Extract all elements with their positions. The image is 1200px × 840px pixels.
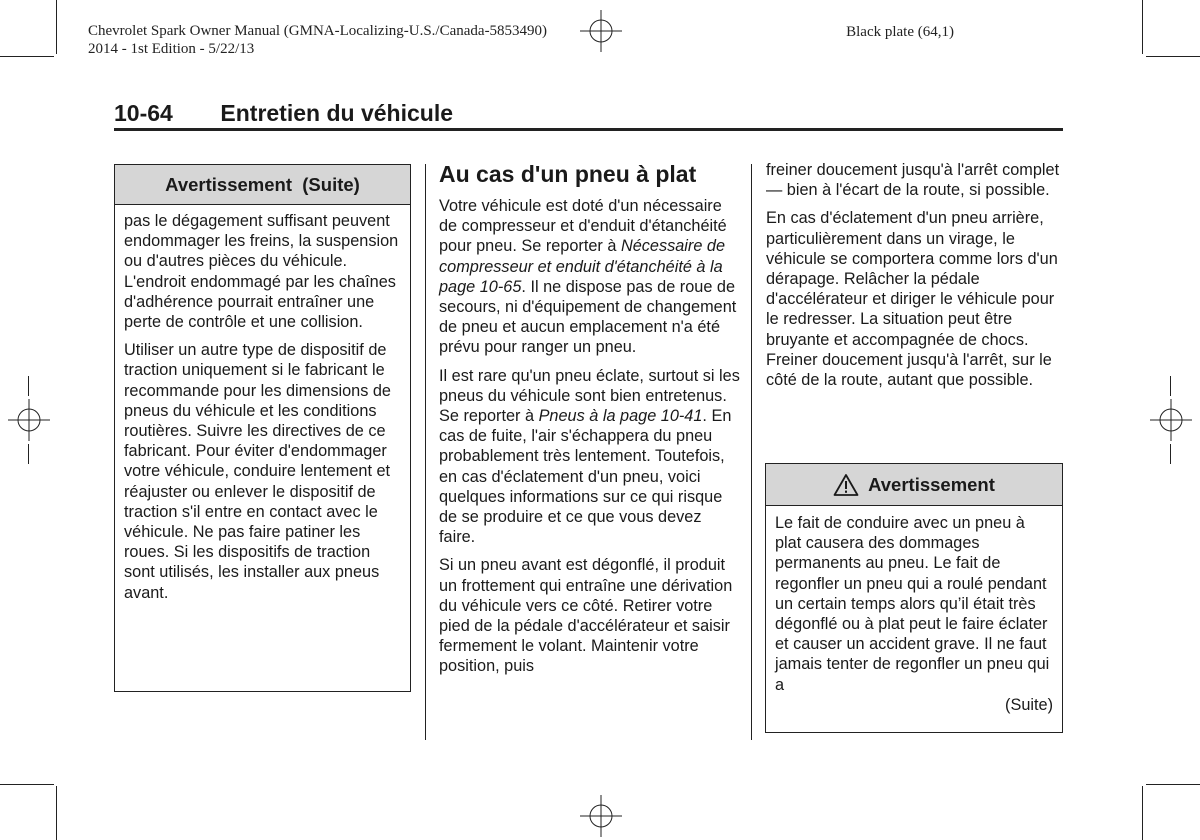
side-tick — [28, 376, 29, 396]
cross-reference-link[interactable]: Pneus à la page 10-41 — [538, 407, 703, 426]
warning-body — [766, 506, 1062, 715]
paragraph-text: Votre véhicule est doté d'un nécessaire de compresseur et d'enduit d'étanchéité pour pneu. Se reporter à — [439, 197, 727, 256]
warning-heading-text: Avertissement — [868, 473, 995, 495]
warning-heading — [766, 464, 1062, 506]
crop-mark — [56, 0, 57, 54]
warning-triangle-icon — [833, 473, 859, 497]
column-divider — [751, 164, 752, 740]
page-number: 10-64 — [114, 100, 173, 126]
body-paragraph: En cas d'éclatement d'un pneu arrière, particulièrement dans un virage, le véhicule se comportera comme lors d'un dérapage. Relâcher la pédale d'accélérateur et diriger le véhicule pour le redresser. La situation peut être bruyante et accompagnée de chocs. Freiner doucement jusqu'à l'arrêt, sur le côté de la route, autant que possible. — [766, 209, 1058, 390]
crop-mark — [0, 56, 54, 57]
crop-mark — [1146, 784, 1200, 785]
body-paragraph — [439, 366, 741, 548]
warning-paragraph: Le fait de conduire avec un pneu à plat causera des dommages permanents au pneu. Le fait de regonfler un pneu qui a roulé pendant un certain temps alors qu’il était très dégonflé ou à plat peut le faire éclater et causer un accident grave. Il ne faut jamais tenter de regonfler un pneu qui a — [775, 514, 1050, 694]
crop-mark — [0, 784, 54, 785]
print-meta-line2: 2014 - 1st Edition - 5/22/13 — [88, 41, 255, 57]
column-divider — [425, 164, 426, 740]
registration-mark-top — [578, 8, 624, 54]
cross-reference-link[interactable]: Nécessaire de compresseur et enduit d'étanchéité à la page 10-65 — [439, 237, 726, 296]
warning-heading-text: Avertissement (Suite) — [165, 174, 360, 195]
middle-column — [439, 160, 741, 677]
continued-label: (Suite) — [1005, 695, 1053, 714]
print-meta-line1: Chevrolet Spark Owner Manual (GMNA-Localizing-U.S./Canada-5853490) — [88, 23, 548, 39]
warning-box — [765, 463, 1063, 733]
paragraph-text: . Il ne dispose pas de roue de secours, ni d'équipement de changement de pneu et aucun emplacement n'a été prévu pour ranger un pneu. — [439, 277, 737, 357]
warning-body — [115, 205, 410, 603]
chapter-header — [114, 100, 453, 127]
body-paragraph — [439, 196, 741, 358]
crop-mark — [1142, 786, 1143, 840]
registration-mark-bottom — [578, 793, 624, 839]
crop-mark — [1142, 0, 1143, 54]
paragraph-text: Il est rare qu'un pneu éclate, surtout si les pneus du véhicule sont bien entretenus. Se reporter à — [439, 366, 740, 426]
side-tick — [1170, 376, 1171, 396]
registration-mark-right — [1148, 397, 1194, 443]
plate-label: Black plate (64,1) — [846, 24, 954, 40]
warning-box-continued — [114, 164, 411, 692]
body-paragraph: freiner doucement jusqu'à l'arrêt complet — bien à l'écart de la route, si possible. — [766, 161, 1060, 200]
body-paragraph: Si un pneu avant est dégonflé, il produit un frottement qui entraîne une dérivation du véhicule vers ce côté. Retirer votre pied de la pédale d'accélérateur et saisir fermement le volant. Maintenir votre position, puis — [439, 556, 733, 676]
print-metadata — [88, 22, 547, 58]
paragraph-text: . En cas de fuite, l'air s'échappera du pneu probablement très lentement. Toutefois, en cas d'éclatement d'un pneu, voici quelques informations sur ce qui risque de se produire et ce que vous devez faire. — [439, 407, 732, 547]
right-column — [766, 160, 1066, 390]
side-tick — [28, 444, 29, 464]
crop-mark — [56, 786, 57, 840]
side-tick — [1170, 444, 1171, 464]
warning-paragraph: Utiliser un autre type de dispositif de traction uniquement si le fabricant le recommande pour les dimensions de pneus du véhicule et les conditions routières. Suivre les directives de ce fabricant. Pour éviter d'endommager votre véhicule, conduire lentement et réajuster ou enlever le dispositif de traction s'il entre en contact avec le véhicule. Ne pas faire patiner les roues. Si les dispositifs de traction sont utilisés, les installer aux pneus avant. — [124, 341, 391, 602]
section-title: Au cas d'un pneu à plat — [439, 161, 697, 187]
registration-mark-left — [6, 397, 52, 443]
crop-mark — [1146, 56, 1200, 57]
header-rule — [114, 128, 1063, 131]
warning-paragraph: pas le dégagement suffisant peuvent endommager les freins, la suspension ou d'autres pièces du véhicule. L'endroit endommagé par les chaînes d'adhérence pourrait entraîner une perte de contrôle et une collision. — [124, 212, 399, 332]
warning-heading — [115, 165, 410, 205]
chapter-title: Entretien du véhicule — [220, 100, 453, 126]
